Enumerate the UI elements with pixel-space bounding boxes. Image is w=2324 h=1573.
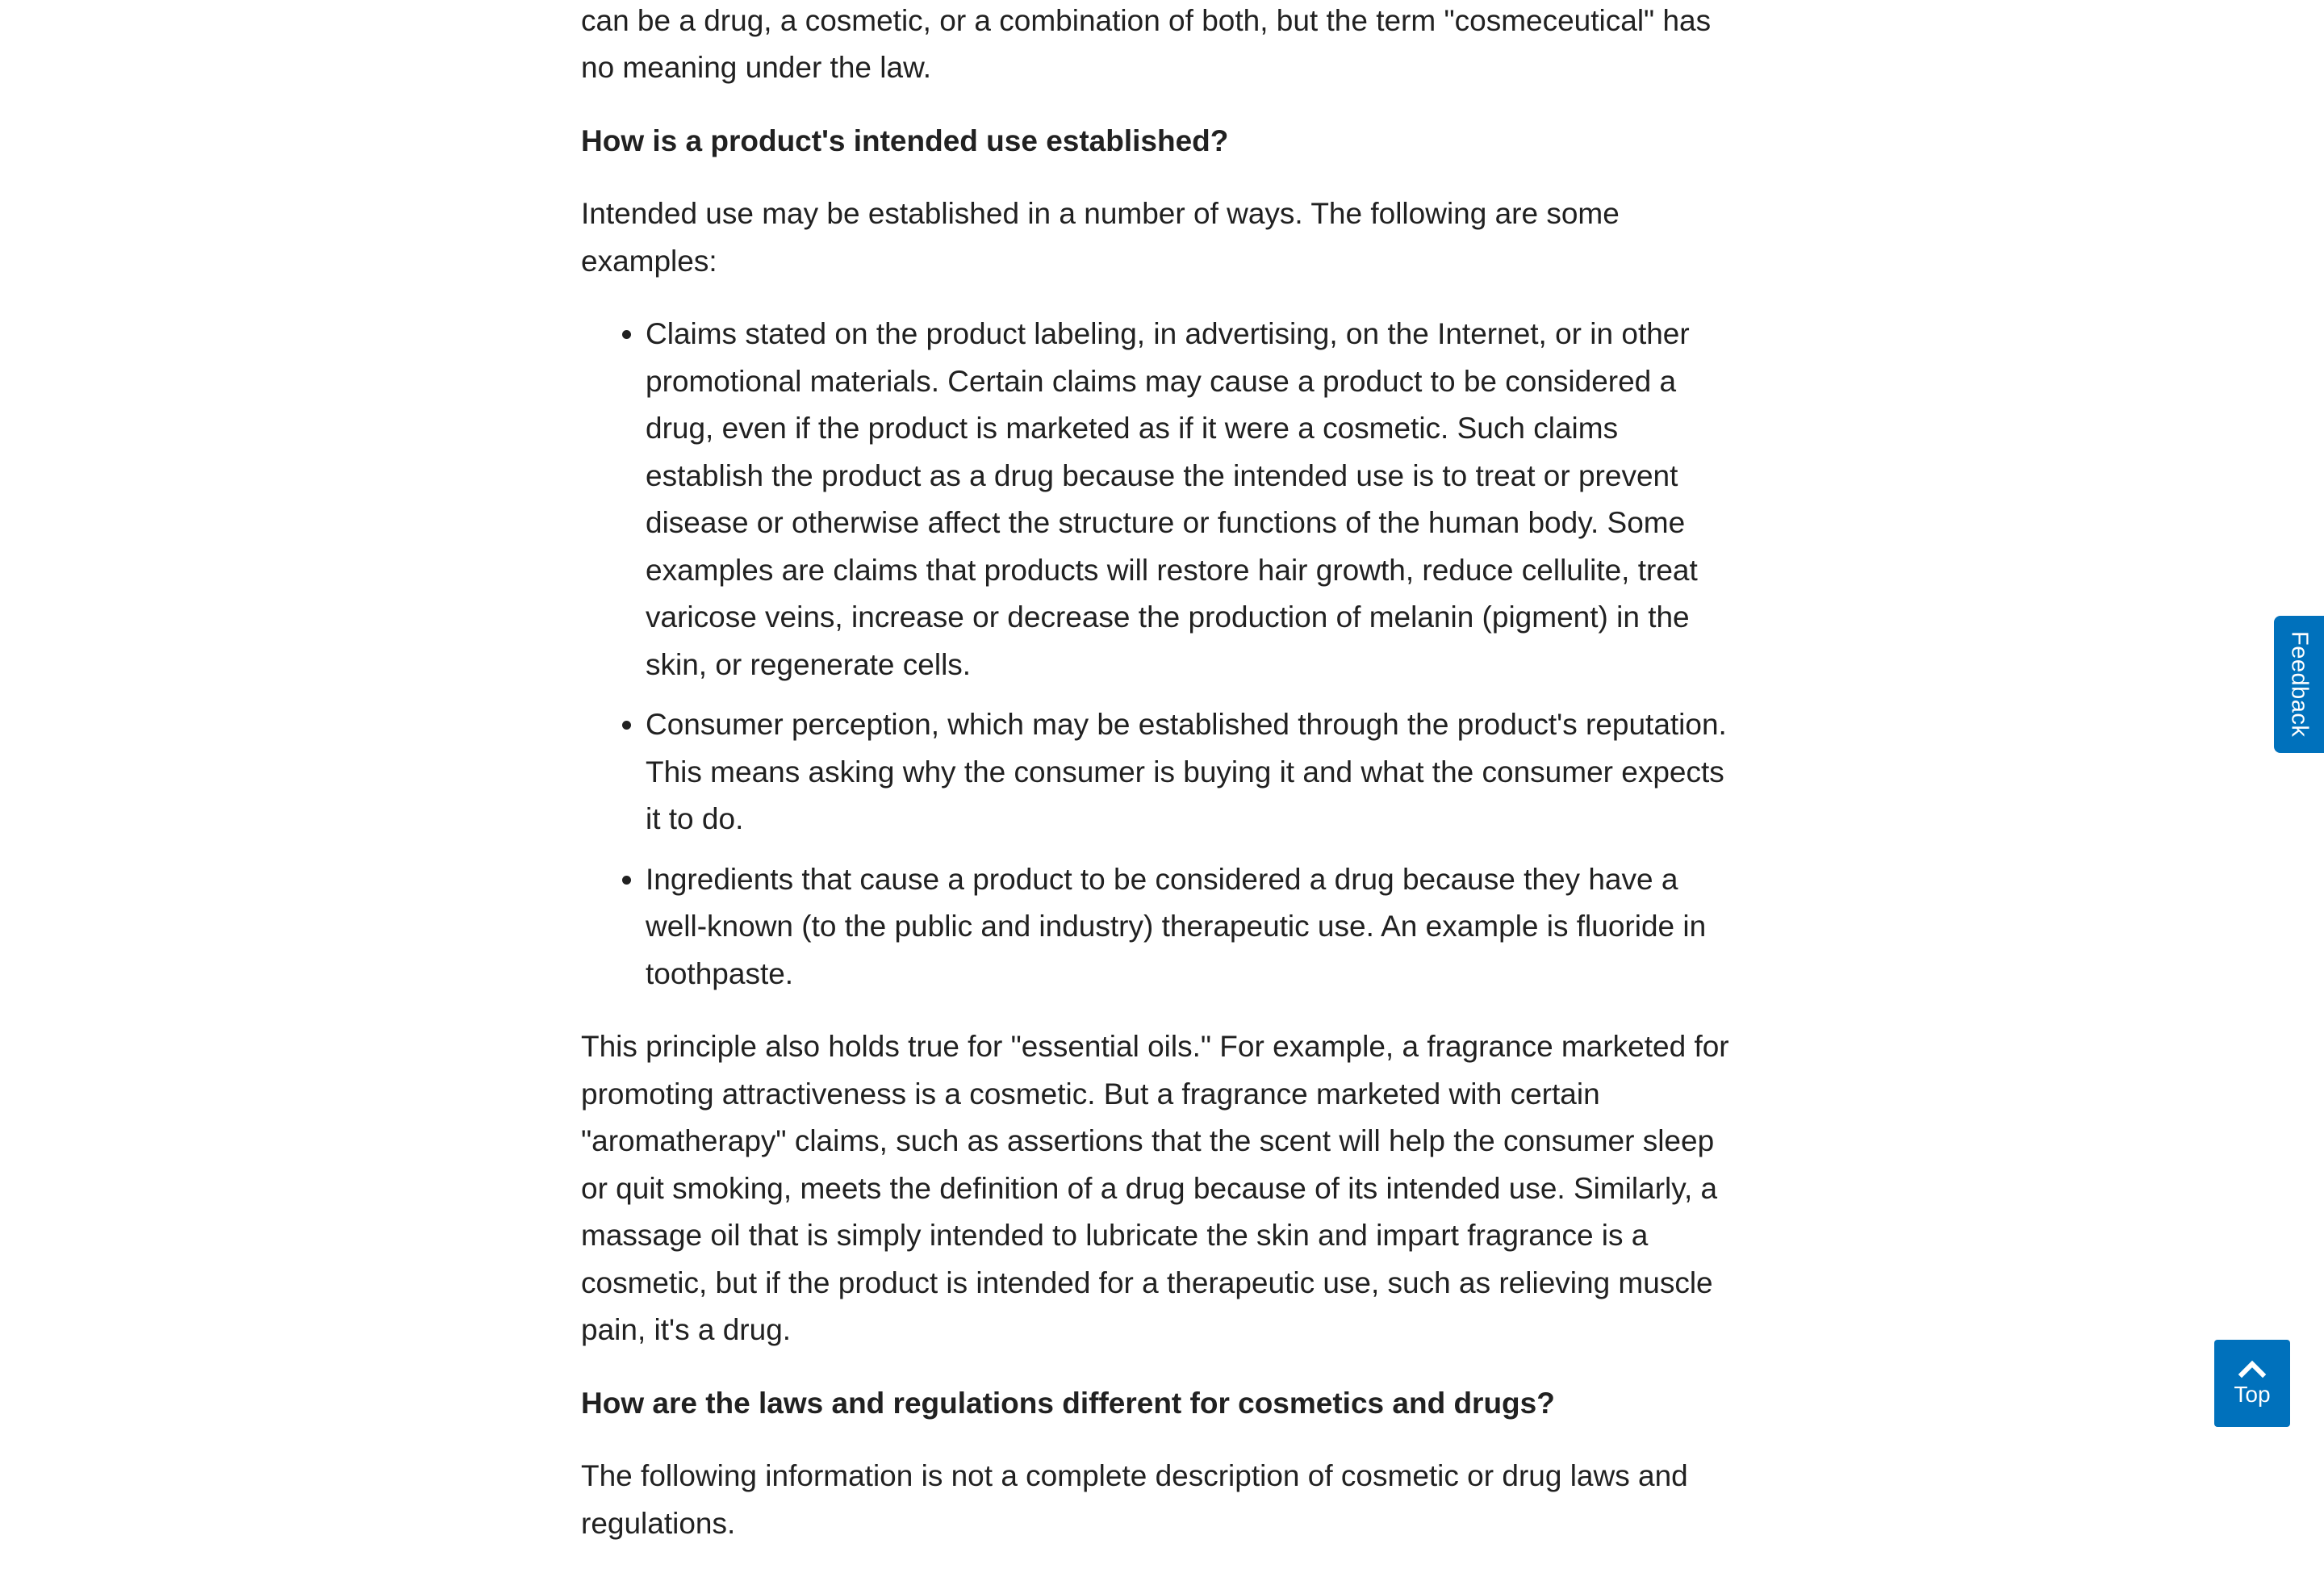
intended-use-heading: How is a product's intended use established?	[581, 123, 1229, 157]
main-content	[581, 0, 1743, 1573]
back-to-top-button[interactable]	[2214, 1340, 2290, 1427]
list-item: • Consumer perception, which may be established through the product's reputation. This means asking why the consumer is buying it and what the consumer expects it to do.	[646, 701, 1743, 843]
following-paragraph: The following information is not a complete description of cosmetic or drug laws and regulations.	[581, 1459, 1688, 1540]
laws-heading: How are the laws and regulations different for cosmetics and drugs?	[581, 1386, 1555, 1420]
essential-oils-paragraph: This principle also holds true for "essential oils." For example, a fragrance marketed for promoting attractiveness is a cosmetic. But a fragrance marketed with certain "aromatherapy" claims, such as assertions that the scent will help the consumer sleep or quit smoking, meets the definition of a drug because of its intended use. Similarly, a massage oil that is simply intended to lubricate the skin and impart fragrance is a cosmetic, but if the product is intended for a therapeutic use, such as relieving muscle pain, it's a drug.	[581, 1030, 1729, 1346]
feedback-button[interactable]	[2274, 616, 2324, 753]
list-item: • Claims stated on the product labeling, in advertising, on the Internet, or in other promotional materials. Certain claims may cause a product to be considered a drug, even if the product is marketed as if it were a cosmetic. Such claims establish the product as a drug because the intended use is to treat or prevent disease or otherwise affect the structure or functions of the human body. Some examples are claims that products will restore hair growth, reduce cellulite, treat varicose veins, increase or decrease the production of melanin (pigment) in the skin, or regenerate cells.	[646, 311, 1743, 688]
top-label: Top	[2234, 1382, 2271, 1407]
intro-suffix: can be a drug, a cosmetic, or a combination of both, but the term "cosmeceutical" has no meaning under the law.	[581, 3, 1712, 84]
feedback-label: Feedback	[2286, 631, 2313, 738]
intended-use-intro: Intended use may be established in a number of ways. The following are some examples:	[581, 197, 1620, 278]
chevron-up-icon	[2238, 1360, 2266, 1378]
intro-paragraph	[581, 0, 1743, 92]
list-item: • Ingredients that cause a product to be considered a drug because they have a well-known (to the public and industry) therapeutic use. An example is fluoride in toothpaste.	[646, 856, 1743, 998]
examples-list	[581, 311, 1743, 998]
